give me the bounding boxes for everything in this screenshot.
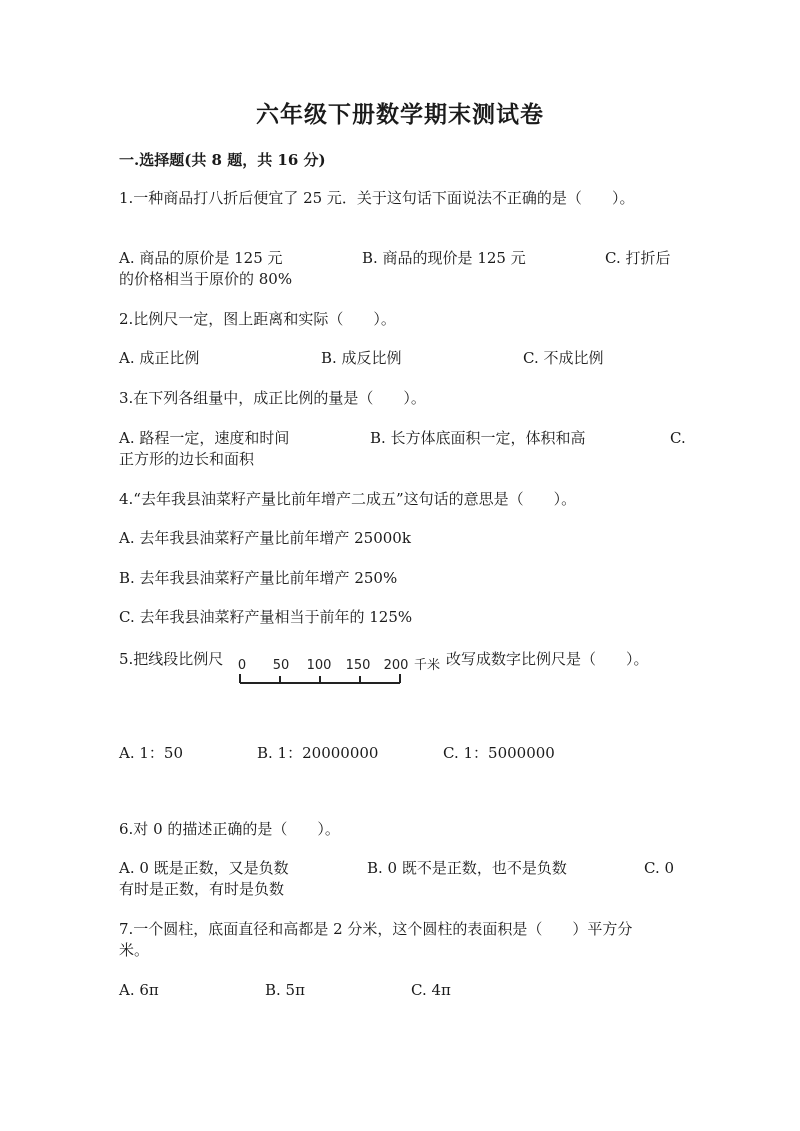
question-1-option-a: A. 商品的原价是 125 元 — [119, 249, 283, 267]
scale-unit-label: 千米 — [414, 658, 441, 673]
question-1-option-c-continued: 的价格相当于原价的 80% — [119, 270, 293, 288]
question-3-option-c: C. — [670, 429, 686, 447]
question-4-option-c: C. 去年我县油菜籽产量相当于前年的 125% — [119, 608, 413, 626]
question-5-option-c: C. 1：5000000 — [443, 744, 555, 762]
question-2-stem: 2.比例尺一定，图上距离和实际（ ）。 — [119, 310, 396, 328]
question-7-option-a: A. 6π — [119, 981, 159, 999]
question-5-stem-after: 改写成数字比例尺是（ ）。 — [446, 650, 649, 668]
question-3-option-c-continued: 正方形的边长和面积 — [119, 450, 255, 468]
question-7-stem-continued: 米。 — [119, 941, 150, 959]
question-4-stem: 4.“去年我县油菜籽产量比前年增产二成五”这句话的意思是（ ）。 — [119, 490, 577, 508]
question-3-stem: 3.在下列各组量中，成正比例的量是（ ）。 — [119, 389, 426, 407]
question-4-option-b: B. 去年我县油菜籽产量比前年增产 250% — [119, 569, 398, 587]
question-1-option-b: B. 商品的现价是 125 元 — [362, 249, 526, 267]
question-6-option-c: C. 0 — [644, 859, 675, 877]
question-1-stem: 1.一种商品打八折后便宜了 25 元．关于这句话下面说法不正确的是（ ）。 — [119, 189, 635, 207]
question-1-option-c: C. 打折后 — [605, 249, 671, 267]
question-5-option-a: A. 1：50 — [119, 744, 183, 762]
question-6-option-b: B. 0 既不是正数，也不是负数 — [367, 859, 567, 877]
section-heading: 一.选择题(共 8 题，共 16 分) — [119, 151, 326, 169]
line-segment-scale — [236, 652, 446, 688]
scale-tick-label: 0 — [237, 658, 247, 673]
question-7-option-c: C. 4π — [411, 981, 451, 999]
scale-tick-label: 150 — [345, 658, 371, 673]
question-7-stem: 7.一个圆柱，底面直径和高都是 2 分米，这个圆柱的表面积是（ ）平方分 — [119, 920, 633, 938]
question-6-option-c-continued: 有时是正数，有时是负数 — [119, 880, 285, 898]
question-3-option-a: A. 路程一定，速度和时间 — [119, 429, 290, 447]
question-5-stem-before: 5.把线段比例尺 — [119, 650, 224, 668]
scale-tick-label: 50 — [272, 658, 290, 673]
question-6-option-a: A. 0 既是正数，又是负数 — [119, 859, 289, 877]
question-7-option-b: B. 5π — [265, 981, 305, 999]
question-5-option-b: B. 1：20000000 — [257, 744, 379, 762]
page-title: 六年级下册数学期末测试卷 — [256, 101, 544, 128]
question-4-option-a: A. 去年我县油菜籽产量比前年增产 25000k — [119, 529, 411, 547]
question-2-option-c: C. 不成比例 — [523, 349, 604, 367]
question-2-option-b: B. 成反比例 — [321, 349, 402, 367]
scale-tick-label: 200 — [383, 658, 409, 673]
question-3-option-b: B. 长方体底面积一定，体积和高 — [370, 429, 586, 447]
scale-tick-label: 100 — [306, 658, 332, 673]
question-6-stem: 6.对 0 的描述正确的是（ ）。 — [119, 820, 340, 838]
question-2-option-a: A. 成正比例 — [119, 349, 200, 367]
